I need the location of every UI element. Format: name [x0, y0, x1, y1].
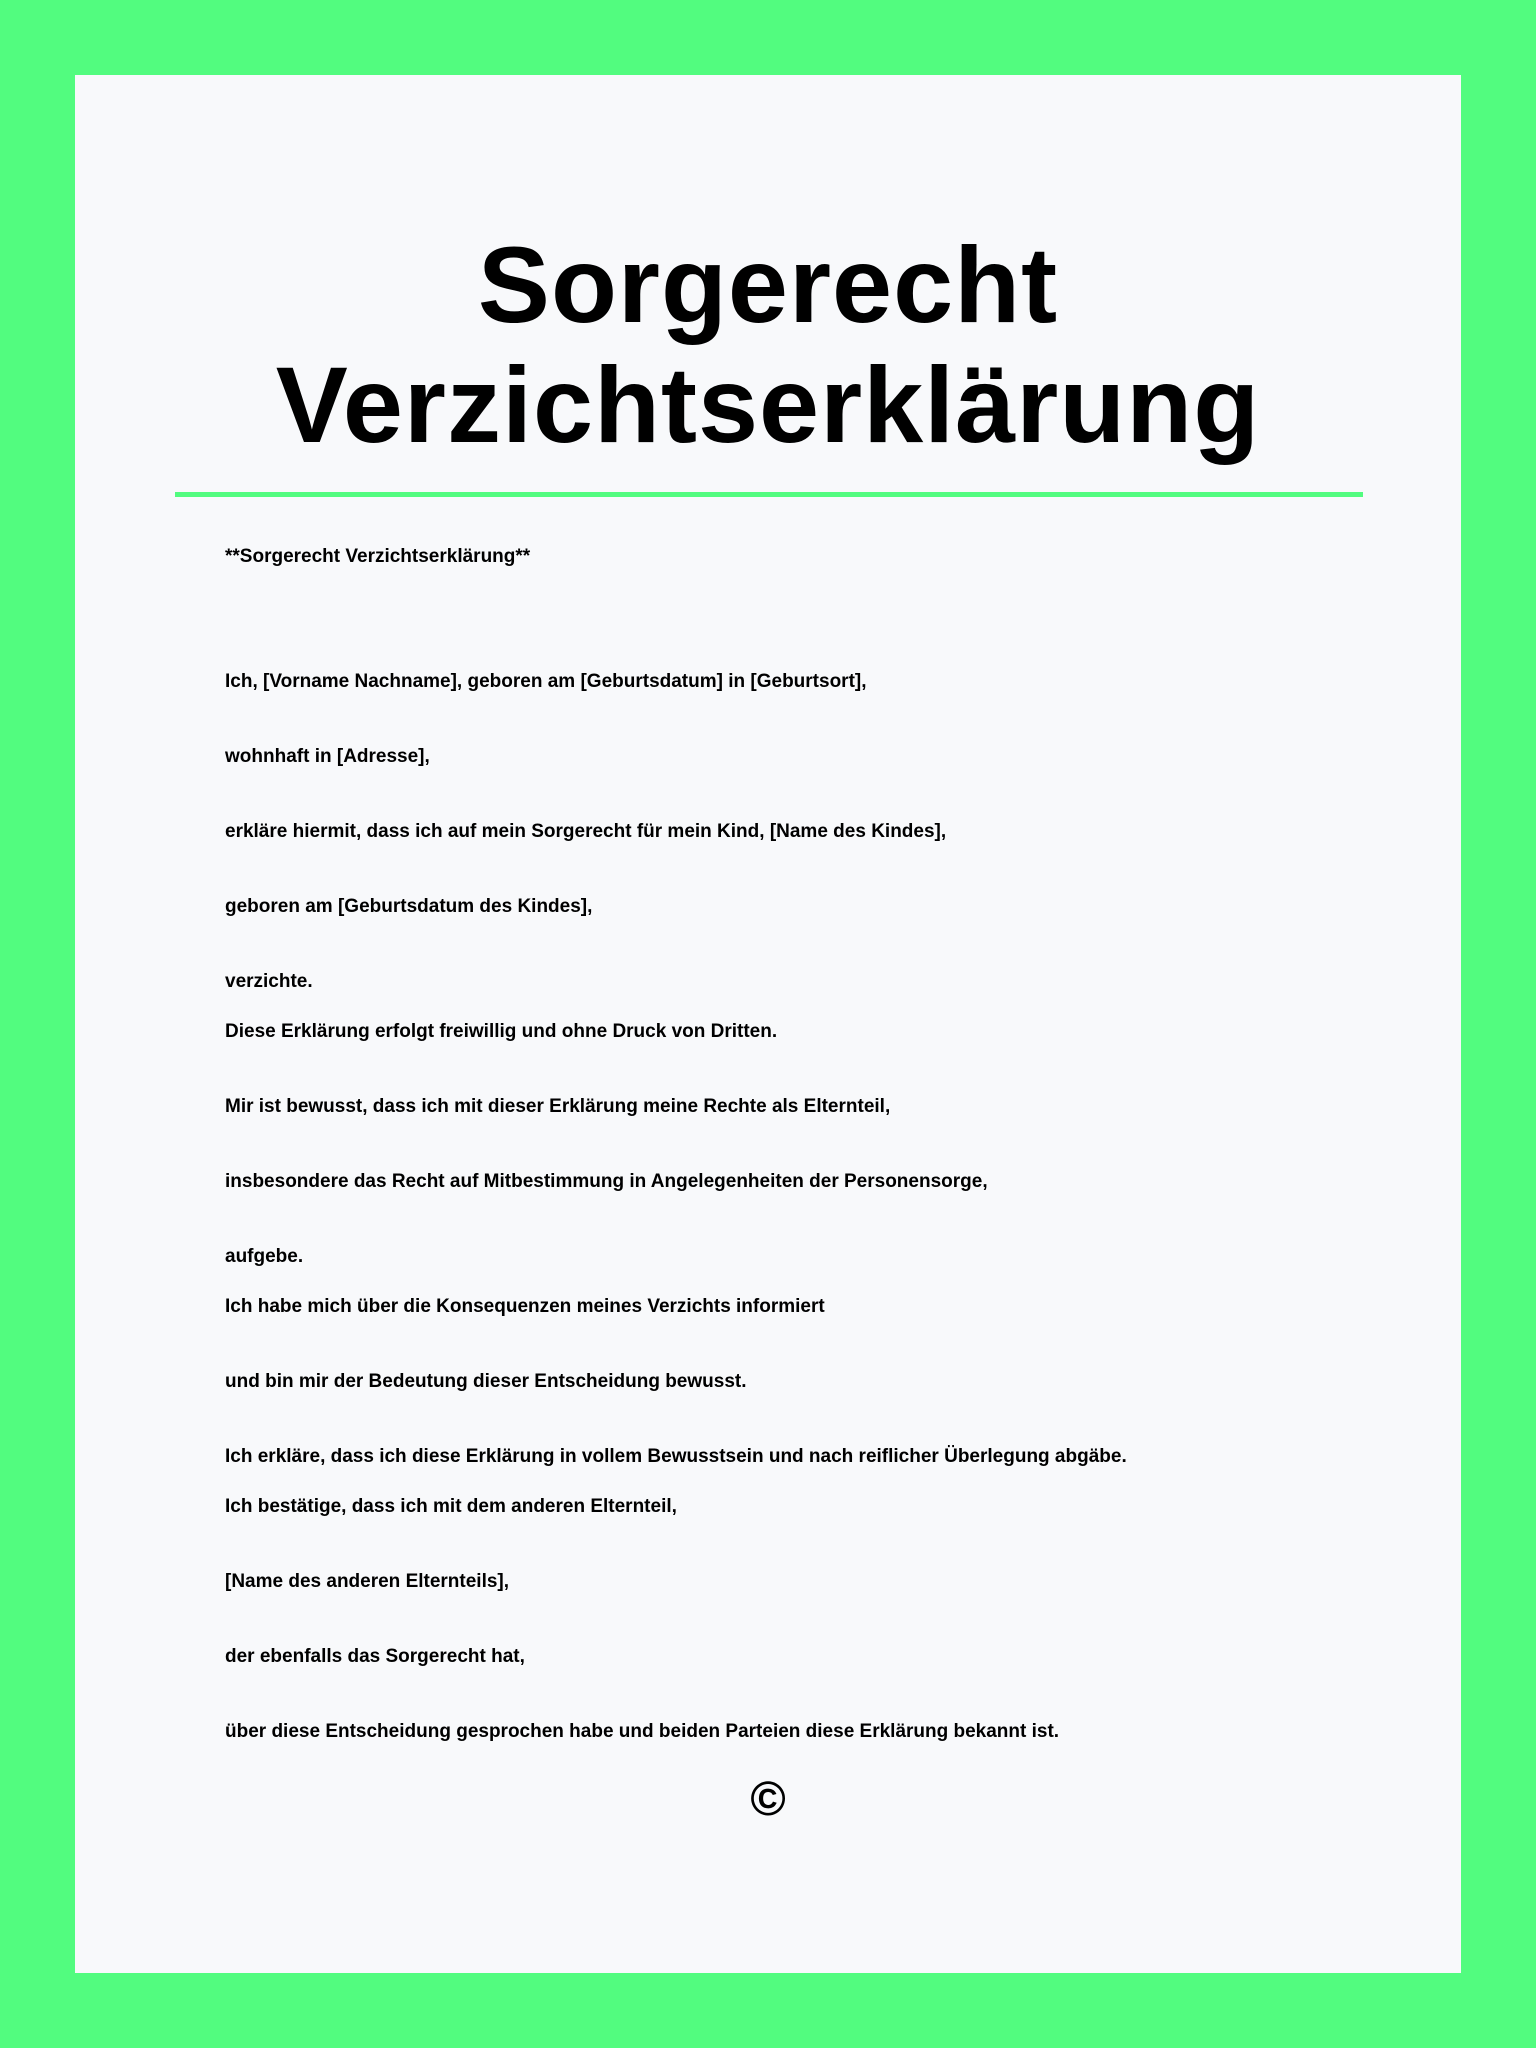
body-line: Diese Erklärung erfolgt freiwillig und ohne Druck von Dritten. [225, 1021, 778, 1042]
body-line: aufgebe. [225, 1246, 304, 1267]
body-line: verzichte. [225, 971, 313, 992]
document-page [75, 75, 1461, 1973]
title-divider [175, 492, 1363, 497]
title-line-2: Verzichtserklärung [275, 344, 1261, 465]
body-line: der ebenfalls das Sorgerecht hat, [225, 1646, 525, 1667]
body-line: [Name des anderen Elternteils], [225, 1571, 510, 1592]
title-line-1: Sorgerecht [477, 224, 1059, 345]
body-line: über diese Entscheidung gesprochen habe und beiden Parteien diese Erklärung bekannt ist. [225, 1721, 1060, 1742]
body-line: und bin mir der Bedeutung dieser Entscheidung bewusst. [225, 1371, 747, 1392]
body-line: erkläre hiermit, dass ich auf mein Sorgerecht für mein Kind, [Name des Kindes], [225, 821, 947, 842]
body-line: geboren am [Geburtsdatum des Kindes], [225, 896, 593, 917]
body-line: Mir ist bewusst, dass ich mit dieser Erklärung meine Rechte als Elternteil, [225, 1096, 891, 1117]
body-line: Ich erkläre, dass ich diese Erklärung in vollem Bewusstsein und nach reiflicher Überlegung abgäbe. [225, 1446, 1127, 1467]
body-line: insbesondere das Recht auf Mitbestimmung in Angelegenheiten der Personensorge, [225, 1171, 988, 1192]
body-line: Ich habe mich über die Konsequenzen meines Verzichts informiert [225, 1296, 825, 1317]
body-line: Ich, [Vorname Nachname], geboren am [Geburtsdatum] in [Geburtsort], [225, 671, 867, 692]
body-line: Ich bestätige, dass ich mit dem anderen Elternteil, [225, 1496, 677, 1517]
body-line: wohnhaft in [Adresse], [225, 746, 430, 767]
copyright-icon: © [750, 1773, 786, 1826]
document-title [75, 225, 1461, 465]
document-heading: **Sorgerecht Verzichtserklärung** [225, 546, 531, 567]
